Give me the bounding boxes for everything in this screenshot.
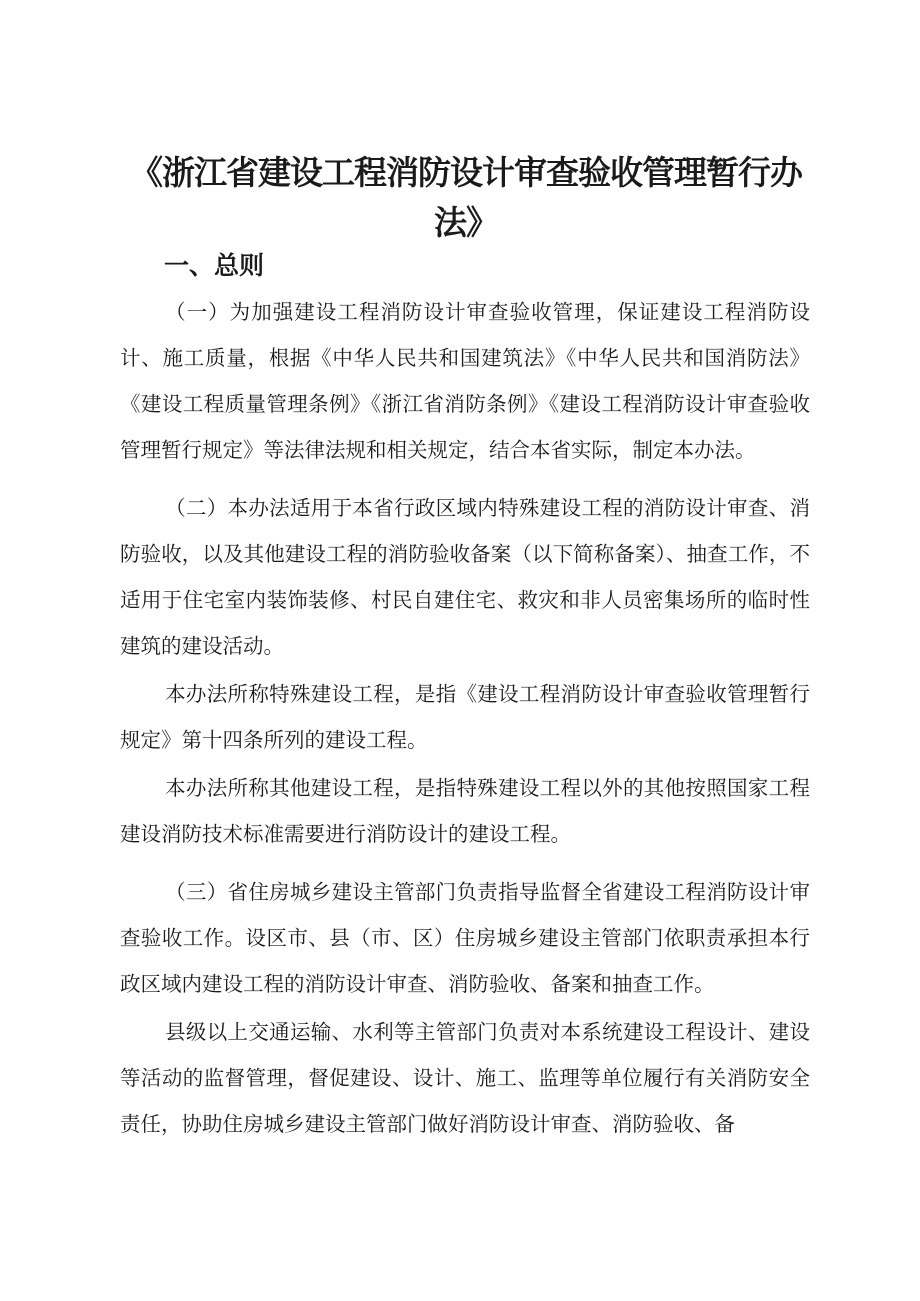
paragraph-2: （二）本办法适用于本省行政区域内特殊建设工程的消防设计审查、消防验收，以及其他建设工程的消防验收备案（以下简称备案）、抽查工作，不适用于住宅室内装饰装修、村民自建住宅、救灾和非人员密集场所的临时性建筑的建设活动。: [120, 496, 810, 658]
document-title: 《浙江省建设工程消防设计审查验收管理暂行办法》: [130, 153, 802, 242]
section-heading: 一、总则: [164, 251, 265, 280]
paragraph-4: 本办法所称其他建设工程，是指特殊建设工程以外的其他按照国家工程建设消防技术标准需要进行消防设计的建设工程。: [120, 776, 810, 846]
paragraph-3: 本办法所称特殊建设工程，是指《建设工程消防设计审查验收管理暂行规定》第十四条所列的建设工程。: [120, 682, 810, 752]
paragraph-6: 县级以上交通运输、水利等主管部门负责对本系统建设工程设计、建设等活动的监督管理，督促建设、设计、施工、监理等单位履行有关消防安全责任，协助住房城乡建设主管部门做好消防设计审查、消防验收、备: [120, 1020, 810, 1136]
paragraph-1: （一）为加强建设工程消防设计审查验收管理，保证建设工程消防设计、施工质量，根据《中华人民共和国建筑法》《中华人民共和国消防法》《建设工程质量管理条例》《浙江省消防条例》《建设工程消防设计审查验收管理暂行规定》等法律法规和相关规定，结合本省实际，制定本办法。: [120, 300, 810, 462]
paragraph-5: （三）省住房城乡建设主管部门负责指导监督全省建设工程消防设计审查验收工作。设区市、县（市、区）住房城乡建设主管部门依职责承担本行政区域内建设工程的消防设计审查、消防验收、备案和抽查工作。: [120, 880, 810, 996]
document-body: [120, 289, 810, 1147]
